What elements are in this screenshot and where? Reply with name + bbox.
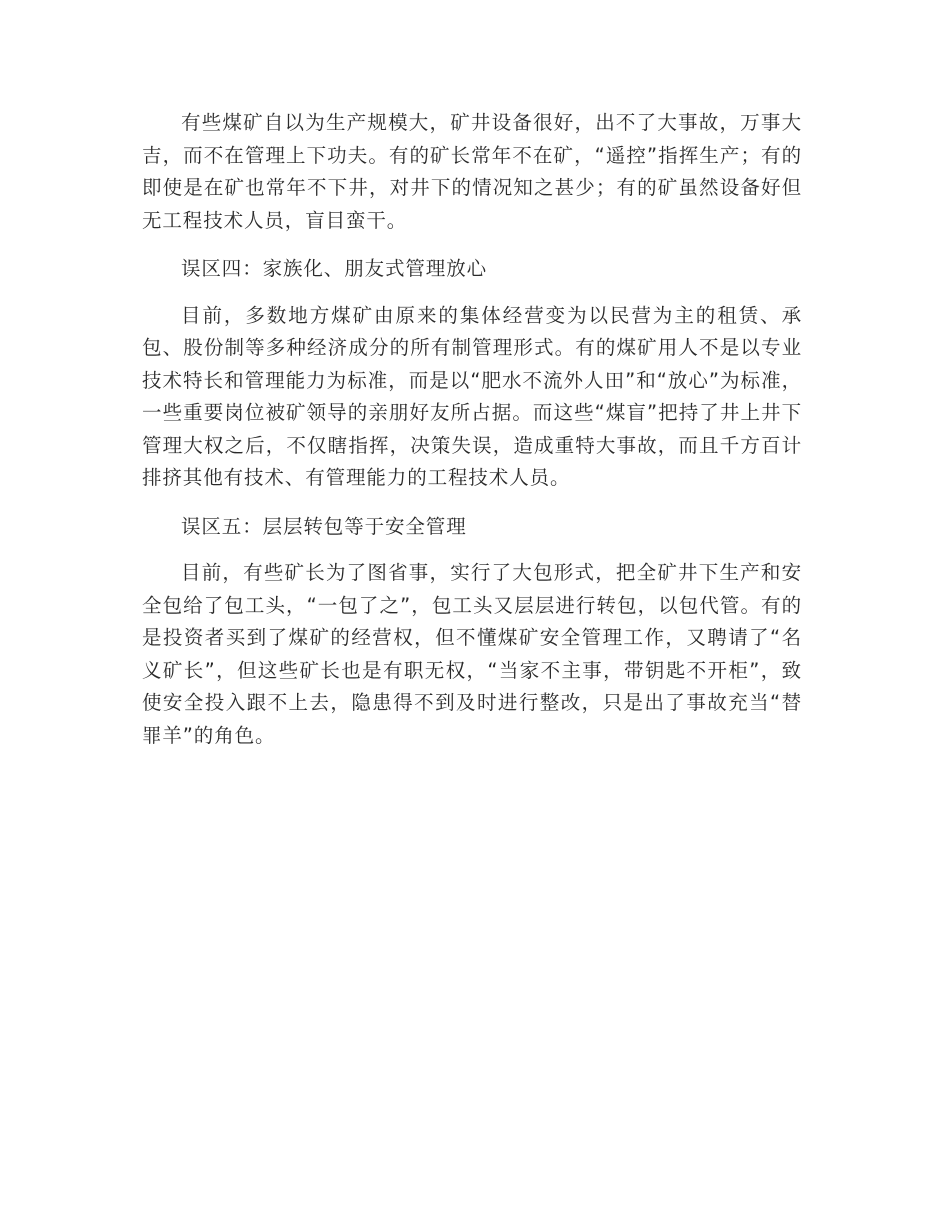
document-body [142,107,802,768]
paragraph-subcontracting: 目前，有些矿长为了图省事，实行了大包形式，把全矿井下生产和安全包给了包工头，“一包了之”，包工头又层层进行转包，以包代管。有的是投资者买到了煤矿的经营权，但不懂煤矿安全管理工作，又聘请了“名义矿长”，但这些矿长也是有职无权，“当家不主事，带钥匙不开柜”，致使安全投入跟不上去，隐患得不到及时进行整改，只是出了事故充当“替罪羊”的角色。 [142,561,802,747]
heading-misconception-four: 误区四：家族化、朋友式管理放心 [181,257,488,280]
paragraph-family-management: 目前，多数地方煤矿由原来的集体经营变为以民营为主的租赁、承包、股份制等多种经济成分的所有制管理形式。有的煤矿用人不是以专业技术特长和管理能力为标准，而是以“肥水不流外人田”和“放心”为标准，一些重要岗位被矿领导的亲朋好友所占据。而这些“煤盲”把持了井上井下管理大权之后，不仅瞎指挥，决策失误，造成重特大事故，而且千方百计排挤其他有技术、有管理能力的工程技术人员。 [142,303,802,489]
paragraph-mine-complacency: 有些煤矿自以为生产规模大，矿井设备很好，出不了大事故，万事大吉，而不在管理上下功夫。有的矿长常年不在矿，“遥控”指挥生产；有的即使是在矿也常年不下井，对井下的情况知之甚少；有的矿虽然设备好但无工程技术人员，盲目蛮干。 [142,111,802,232]
heading-misconception-five: 误区五：层层转包等于安全管理 [181,514,467,538]
